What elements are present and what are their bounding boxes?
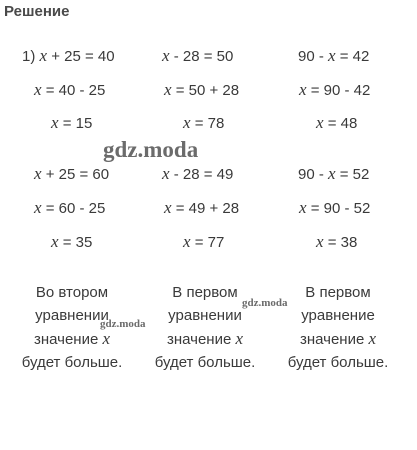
equation-row1-col3: 90 - x = 42	[298, 46, 370, 65]
equation-row4-col1: x + 25 = 60	[34, 164, 110, 183]
answer-column-2	[135, 281, 275, 374]
watermark-small-2: gdz.moda	[242, 297, 288, 309]
equation-row6-col1: x = 35	[51, 232, 93, 251]
equation-row6-col2: x = 77	[183, 232, 225, 251]
answer-3-line-2: уравнение	[301, 307, 375, 324]
equation-row5-col2: x = 49 + 28	[164, 198, 240, 217]
answer-1-line-2: уравнении	[35, 307, 109, 324]
answer-3-line-3: значение x	[299, 329, 377, 348]
answer-1-line-3: значение x	[33, 329, 111, 348]
answer-2-line-3: значение x	[166, 329, 244, 348]
answer-1-line-1: Во втором	[35, 284, 109, 301]
equation-row1-col1: 1) x + 25 = 40	[22, 46, 115, 65]
answer-1-line-4: будет больше.	[21, 354, 123, 371]
equation-row2-col1: x = 40 - 25	[34, 80, 106, 99]
equation-row4-col2: x - 28 = 49	[162, 164, 234, 183]
answer-2-line-1: В первом	[172, 284, 238, 301]
equation-row5-col1: x = 60 - 25	[34, 198, 106, 217]
equation-row3-col3: x = 48	[316, 113, 358, 132]
watermark-small-1: gdz.moda	[100, 318, 146, 330]
answer-3-line-4: будет больше.	[287, 354, 389, 371]
equation-row3-col1: x = 15	[51, 113, 93, 132]
equation-row5-col3: x = 90 - 52	[299, 198, 371, 217]
equation-row6-col3: x = 38	[316, 232, 358, 251]
equation-row2-col2: x = 50 + 28	[164, 80, 240, 99]
watermark-large: gdz.moda	[103, 137, 199, 162]
answer-3-line-1: В первом	[305, 284, 371, 301]
answer-2-line-2: уравнении	[168, 307, 242, 324]
equation-row4-col3: 90 - x = 52	[298, 164, 370, 183]
equation-row2-col3: x = 90 - 42	[299, 80, 371, 99]
equation-row3-col2: x = 78	[183, 113, 225, 132]
equation-row1-col2: x - 28 = 50	[162, 46, 234, 65]
solution-heading: Решение	[4, 3, 70, 20]
answer-column-3	[268, 281, 408, 374]
answer-2-line-4: будет больше.	[154, 354, 256, 371]
